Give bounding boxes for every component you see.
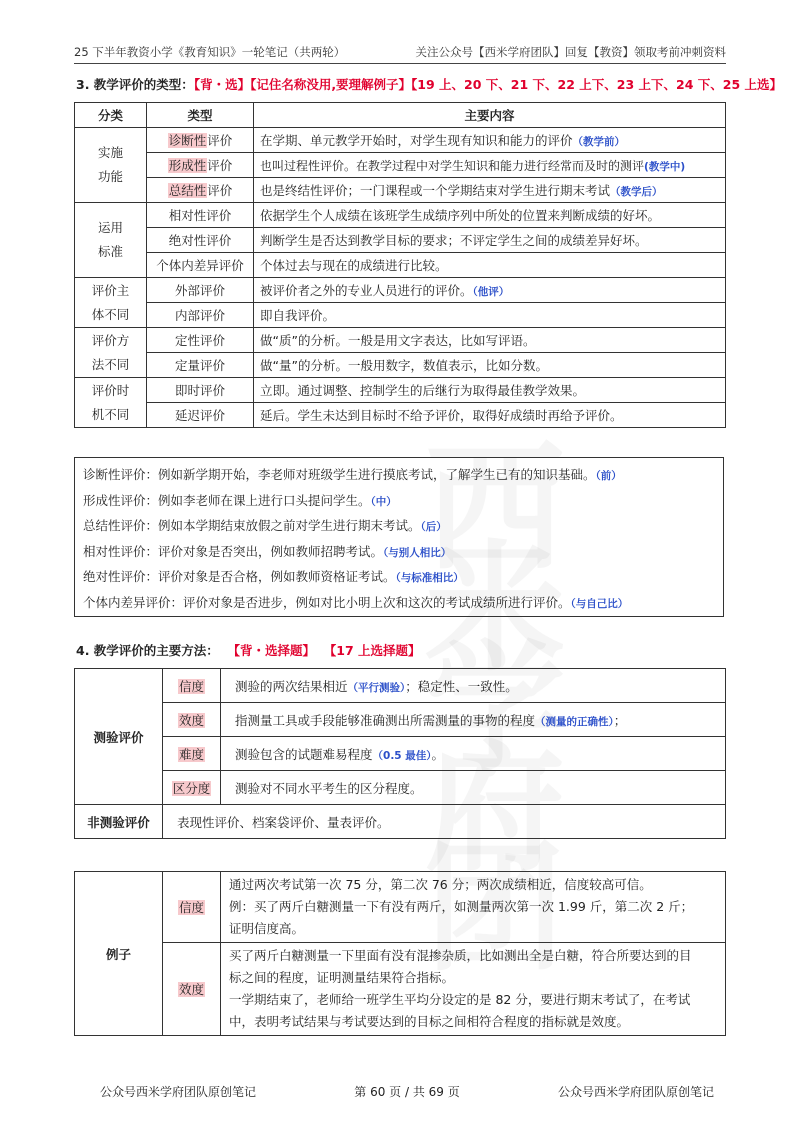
type-cell: 定量评价 <box>147 353 254 378</box>
page-footer <box>100 1083 714 1100</box>
method-content-cell <box>221 669 726 703</box>
example-line: 一学期结束了，老师给一班学生平均分设定的是 82 分，要进行期末考试了，在考试 <box>229 992 691 1007</box>
note-line <box>83 564 715 590</box>
content-cell <box>254 128 726 153</box>
method-content-cell <box>221 703 726 737</box>
type-cell: 延迟评价 <box>147 403 254 428</box>
content-cell: 个体过去与现在的成绩进行比较。 <box>254 253 726 278</box>
section3-tags: 【背・选】【记住名称没用,要理解例子】【19 上、20 下、21 下、22 上下、23 上下、24 下、25 上选】 <box>193 77 783 92</box>
validity-name-cell <box>163 943 221 1036</box>
type-cell <box>147 178 254 203</box>
note-line <box>83 590 715 616</box>
note-tag: （与标准相比） <box>395 572 464 584</box>
table-row <box>75 872 726 943</box>
table-row <box>75 203 726 228</box>
section4-tag1: 【背・选择题】 <box>227 643 316 658</box>
section4-title-text: 4. 教学评价的主要方法： <box>76 643 219 658</box>
page-number: 第 60 页 / 共 69 页 <box>354 1085 460 1099</box>
method-note: （测量的正确性） <box>535 715 614 728</box>
table-row <box>75 378 726 403</box>
note-line <box>83 462 715 488</box>
type-cell: 相对性评价 <box>147 203 254 228</box>
content-note: （教学前） <box>572 136 626 148</box>
evaluation-types-table <box>74 102 726 428</box>
content-cell: 做“质”的分析。一般是用文字表达，比如写评语。 <box>254 328 726 353</box>
table-row <box>75 737 726 771</box>
content-text: 也是终结性评价；一门课程或一个学期结束对学生进行期末考试 <box>260 183 611 198</box>
footer-left: 公众号西米学府团队原创笔记 <box>100 1085 257 1099</box>
group-subject: 评价主 体不同 <box>75 278 147 328</box>
method-text: 指测量工具或手段能够准确测出所需测量的事物的程度 <box>235 712 536 728</box>
section4-title <box>76 641 421 659</box>
test-evaluation-label: 测验评价 <box>75 669 163 805</box>
nontest-evaluation-label: 非测验评价 <box>75 805 163 839</box>
note-tag: （与别人相比） <box>383 546 452 559</box>
reliability-name-cell <box>163 872 221 943</box>
table-row <box>75 228 726 253</box>
table-row <box>75 771 726 805</box>
col-header-content: 主要内容 <box>254 103 726 128</box>
table-row <box>75 403 726 428</box>
content-cell: 立即。通过调整、控制学生的后继行为取得最佳教学效果。 <box>254 378 726 403</box>
method-content-cell <box>221 737 726 771</box>
example-line: 标之间的程度，证明测量结果符合指标。 <box>229 970 455 985</box>
table-row <box>75 278 726 303</box>
method-tail: ；稳定性、一致性。 <box>405 678 518 694</box>
evaluation-methods-table <box>74 668 726 839</box>
content-text: 也叫过程性评价。在教学过程中对学生知识和能力进行经常而及时的测评 <box>260 158 645 173</box>
note-line <box>83 488 715 514</box>
type-cell: 即时评价 <box>147 378 254 403</box>
note-line <box>83 513 715 539</box>
method-note: （平行测验） <box>347 681 406 694</box>
page-header <box>74 40 726 64</box>
type-cell <box>147 153 254 178</box>
reliability-content <box>221 872 726 943</box>
table-row <box>75 943 726 1036</box>
content-cell <box>254 178 726 203</box>
example-line: 例：买了两斤白糖测量一下有没有两斤，如测量两次第一次 1.99 斤，第二次 2 斤； <box>229 899 694 914</box>
table-row <box>75 805 726 839</box>
group-timing: 评价时 机不同 <box>75 378 147 428</box>
method-name-cell <box>163 669 221 703</box>
content-cell: 依据学生个人成绩在该班学生成绩序列中所处的位置来判断成绩的好坏。 <box>254 203 726 228</box>
note-tag: （后） <box>420 521 447 533</box>
method-text: 测验对不同水平考生的区分程度。 <box>235 780 423 796</box>
type-cell: 内部评价 <box>147 303 254 328</box>
table-row <box>75 178 726 203</box>
note-text: 总结性评价：例如本学期结束放假之前对学生进行期末考试。 <box>83 518 421 533</box>
validity-content <box>221 943 726 1036</box>
type-cell: 绝对性评价 <box>147 228 254 253</box>
col-header-category: 分类 <box>75 103 147 128</box>
type-highlight: 诊断性 <box>168 133 207 148</box>
table-row <box>75 703 726 737</box>
note-text: 个体内差异评价：评价对象是否进步，例如对比小明上次和这次的考试成绩所进行评价。 <box>83 594 571 610</box>
method-name: 难度 <box>178 746 204 762</box>
content-cell <box>254 153 726 178</box>
note-tag: （前） <box>595 470 622 482</box>
type-rest: 评价 <box>207 158 233 173</box>
method-note: （0.5 最佳） <box>372 749 432 762</box>
header-left: 25 下半年教资小学《教育知识》一轮笔记（共两轮） <box>74 45 346 59</box>
table-row <box>75 669 726 703</box>
type-cell <box>147 128 254 153</box>
section3-title <box>76 75 782 93</box>
method-name: 效度 <box>178 712 204 728</box>
note-line <box>83 539 715 565</box>
content-cell: 做“量”的分析。一般用数字，数值表示，比如分数。 <box>254 353 726 378</box>
examples-table <box>74 871 726 1036</box>
content-note: （他评） <box>472 286 510 298</box>
examples-notes-box <box>74 457 724 617</box>
table-row <box>75 303 726 328</box>
content-cell: 即自我评价。 <box>254 303 726 328</box>
content-text: 在学期、单元教学开始时，对学生现有知识和能力的评价 <box>260 133 573 148</box>
table-row <box>75 353 726 378</box>
example-line: 证明信度高。 <box>229 921 305 936</box>
method-name: 区分度 <box>172 780 211 796</box>
type-cell: 个体内差异评价 <box>147 253 254 278</box>
footer-right: 公众号西米学府团队原创笔记 <box>557 1085 714 1099</box>
content-cell <box>254 278 726 303</box>
table-row <box>75 253 726 278</box>
nontest-content: 表现性评价、档案袋评价、量表评价。 <box>163 805 726 839</box>
method-text: 测验包含的试题难易程度 <box>235 746 373 762</box>
table-row <box>75 328 726 353</box>
validity-name: 效度 <box>178 982 204 997</box>
method-text: 测验的两次结果相近 <box>235 678 348 694</box>
note-text: 诊断性评价：例如新学期开始，李老师对班级学生进行摸底考试，了解学生已有的知识基础。 <box>83 467 596 482</box>
method-name-cell <box>163 703 221 737</box>
table-row <box>75 153 726 178</box>
table-row <box>75 128 726 153</box>
group-method: 评价方 法不同 <box>75 328 147 378</box>
example-line: 买了两斤白糖测量一下里面有没有混掺杂质，比如测出全是白糖，符合所要达到的目 <box>229 948 692 963</box>
group-standard: 运用 标准 <box>75 203 147 278</box>
content-text: 被评价者之外的专业人员进行的评价。 <box>260 283 473 298</box>
col-header-type: 类型 <box>147 103 254 128</box>
method-tail: ； <box>613 712 627 728</box>
type-cell: 定性评价 <box>147 328 254 353</box>
note-tag: （与自己比） <box>570 597 629 610</box>
method-tail: 。 <box>431 746 445 762</box>
method-content-cell <box>221 771 726 805</box>
method-name: 信度 <box>178 678 204 694</box>
content-note: （教学后） <box>610 186 663 198</box>
method-name-cell <box>163 771 221 805</box>
table-header-row <box>75 103 726 128</box>
type-rest: 评价 <box>207 183 233 198</box>
note-tag: （中） <box>370 495 397 508</box>
note-text: 相对性评价：评价对象是否突出，例如教师招聘考试。 <box>83 543 384 559</box>
section3-title-text: 3. 教学评价的类型： <box>76 77 194 92</box>
type-cell: 外部评价 <box>147 278 254 303</box>
content-note: (教学中) <box>644 160 686 173</box>
examples-label: 例子 <box>75 872 163 1036</box>
note-text: 绝对性评价：评价对象是否合格，例如教师资格证考试。 <box>83 569 396 584</box>
content-cell: 延后。学生未达到目标时不给予评价，取得好成绩时再给予评价。 <box>254 403 726 428</box>
type-rest: 评价 <box>207 133 233 148</box>
reliability-name: 信度 <box>178 900 204 915</box>
group-function: 实施 功能 <box>75 128 147 203</box>
section4-tag2: 【17 上选择题】 <box>323 643 421 658</box>
example-line: 通过两次考试第一次 75 分，第二次 76 分；两次成绩相近，信度较高可信。 <box>229 877 652 892</box>
example-line: 中，表明考试结果与考试要达到的目标之间相符合程度的指标就是效度。 <box>229 1014 630 1029</box>
content-cell: 判断学生是否达到教学目标的要求；不评定学生之间的成绩差异好坏。 <box>254 228 726 253</box>
type-highlight: 形成性 <box>168 158 207 173</box>
note-text: 形成性评价：例如李老师在课上进行口头提问学生。 <box>83 492 371 508</box>
type-highlight: 总结性 <box>168 183 207 198</box>
method-name-cell <box>163 737 221 771</box>
header-right: 关注公众号【西米学府团队】回复【教资】领取考前冲刺资料 <box>415 45 726 59</box>
